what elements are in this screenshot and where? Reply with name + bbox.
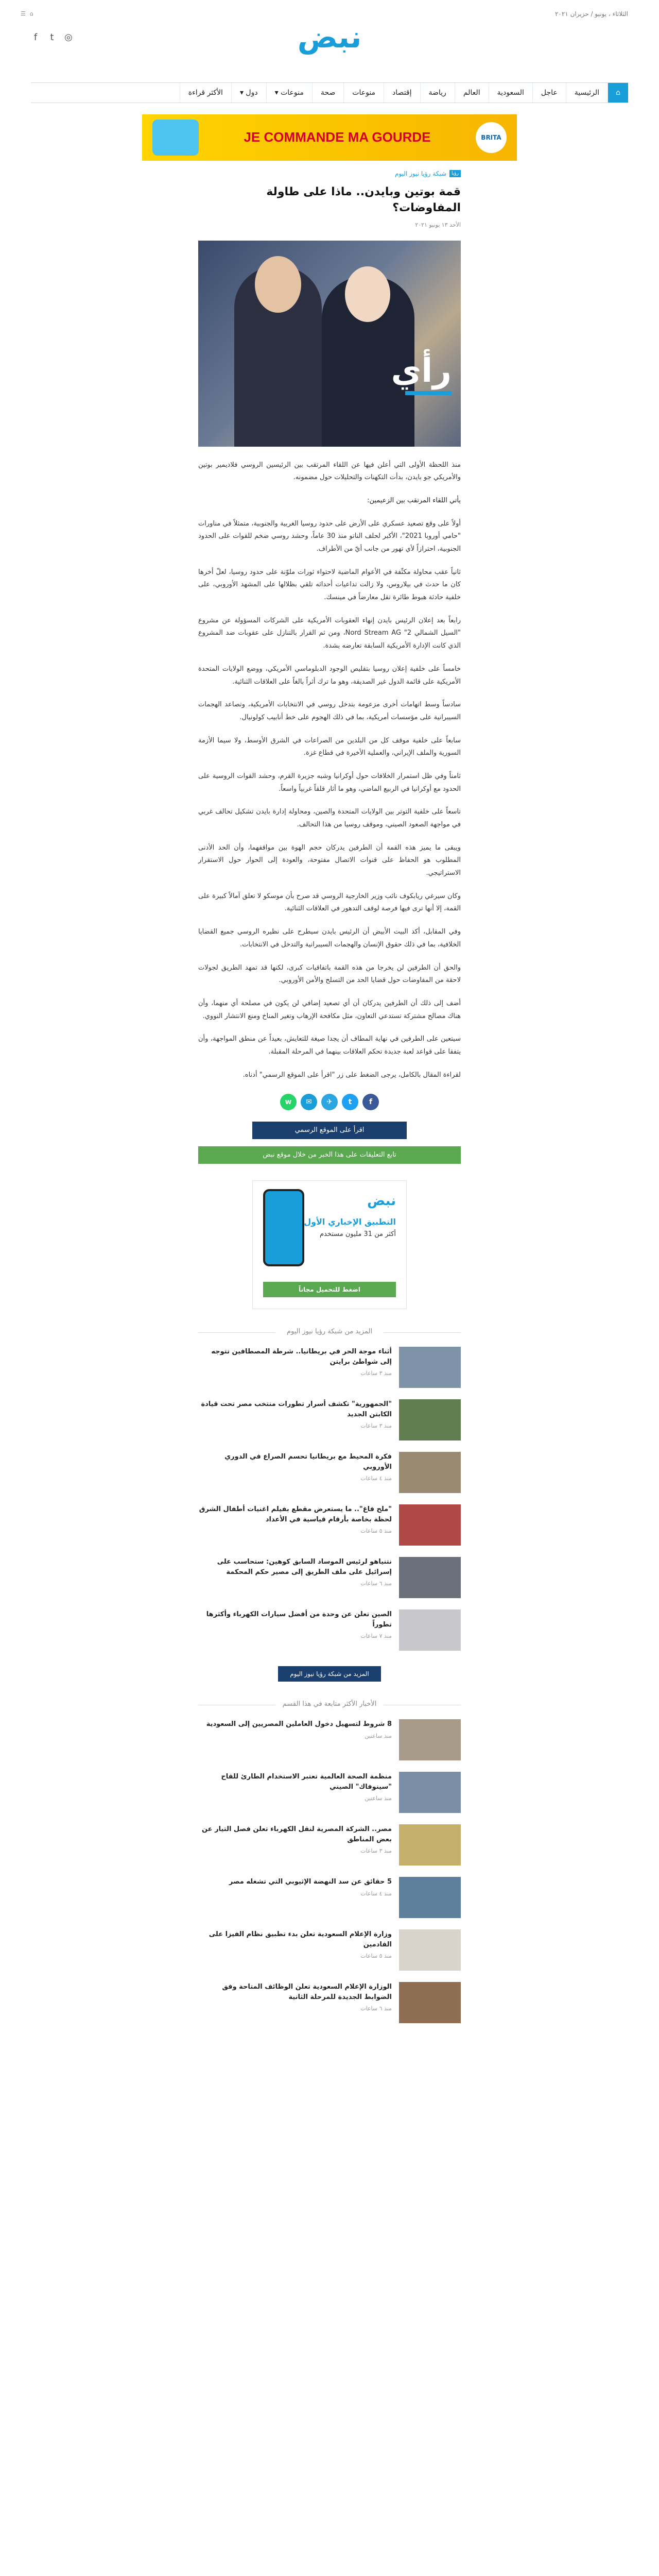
- thumbnail: [399, 1347, 461, 1388]
- list-item-title: فكرة المحيط مع بريطانيا تحسم الصراع في الدوري الأوروبي: [224, 1453, 392, 1471]
- home-icon[interactable]: ⌂: [29, 10, 33, 17]
- twitter-share-icon[interactable]: t: [342, 1094, 358, 1110]
- list-item-date: منذ ٣ ساعات: [360, 1422, 392, 1430]
- nav-item-world[interactable]: العالم: [455, 83, 489, 103]
- person-head: [345, 266, 390, 322]
- list-item[interactable]: [198, 1877, 461, 1918]
- list-item-title: منظمة الصحة العالمية تعتبر الاستخدام الطارئ للقاح "سينوفاك" الصيني: [221, 1773, 392, 1791]
- promo-subline: أكثر من 31 مليون مستخدم: [319, 1230, 396, 1239]
- list-item[interactable]: [198, 1772, 461, 1813]
- source-label: شبكة رؤيا نيوز اليوم: [395, 170, 446, 177]
- paragraph: ثانياً عقب محاولة مكثّفة في الأعوام الماضية لاحتواء ثورات ملوّنة على حدود روسيا، لعلّ أخرها كان ما حدث في بيلاروس، ولا زالت تداعيات أحداثه تلقي بظلالها على المشهد الأوروبي، على خلفية حادثة هبوط طائرة تقل معارضاً في مينسك.: [198, 568, 461, 602]
- main-nav: [31, 82, 628, 103]
- paragraph: سيتعين على الطرفين في نهاية المطاف أن يجدا صيغة للتعايش، بعيداً عن منطق المواجهة، وأن يتفقا على قواعد لعبة جديدة تحكم العلاقات بينهما في المرحلة المقبلة.: [198, 1035, 461, 1056]
- thumbnail: [399, 1877, 461, 1918]
- list-item[interactable]: [198, 1982, 461, 2023]
- list-item-title: الصين تعلن عن وحدة من أفضل سيارات الكهرباء وأكثرها تطوراً: [206, 1611, 392, 1629]
- list-item-date: منذ ٣ ساعات: [360, 1370, 392, 1377]
- list-item-title: وزارة الإعلام السعودية تعلن بدء تطبيق نظام الفيزا على القادمين: [209, 1930, 392, 1948]
- facebook-share-icon[interactable]: f: [362, 1094, 379, 1110]
- list-item-title: الوزارة الإعلام السعودية تعلن الوظائف المتاحة وفق الضوابط الجديدة للمرحلة الثانية: [222, 1983, 392, 2001]
- promo-logo: نبض: [367, 1193, 396, 1209]
- list-item-title: نتنياهو لرئيس الموساد السابق كوهين: ستحاسب على إسرائيل على ملف الطريق إلى مصير حكم المحكمة: [217, 1558, 392, 1576]
- bottle-image: [152, 120, 199, 156]
- thumbnail: [399, 1399, 461, 1440]
- nav-home-icon[interactable]: ⌂: [608, 83, 628, 103]
- related-heading: المزيد من شبكة رؤيا نيوز اليوم: [198, 1328, 461, 1335]
- date-label: الثلاثاء ، يونيو / حزيران ٢٠٢١: [554, 10, 628, 18]
- nav-item-saudi[interactable]: السعودية: [489, 83, 532, 103]
- list-item-date: منذ ٣ ساعات: [360, 1848, 392, 1855]
- paragraph: منذ اللحظة الأولى التي أعلن فيها عن اللقاء المرتقب بين الرئيسين الروسي فلاديمير بوتين والأمريكي جو بايدن، بدأت التكهنات والتحليلات حول مضمونه.: [198, 461, 461, 482]
- telegram-share-icon[interactable]: ✈: [321, 1094, 338, 1110]
- list-item[interactable]: [198, 1452, 461, 1493]
- promo-headline: التطبيق الإخباري الأول: [304, 1217, 396, 1227]
- person-head: [255, 256, 301, 313]
- list-item-date: منذ ٦ ساعات: [360, 2005, 392, 2012]
- opinion-overlay: رأي: [391, 351, 452, 390]
- thumbnail: [399, 1609, 461, 1651]
- list-item-date: منذ ساعتين: [365, 1795, 392, 1802]
- paragraph: وكان سيرغي ريابكوف نائب وزير الخارجية الروسي قد صرح بأن موسكو لا تعلق آمالاً كبيرة على القمة، إلا أنها ترى فيها فرصة لوقف التدهور في العلاقات الثنائية.: [198, 892, 461, 913]
- paragraph: ثامناً وفي ظل استمرار الخلافات حول أوكرانيا وشبه جزيرة القرم، وحشد القوات الروسية على الحدود مع أوكرانيا في الربيع الماضي، وهو ما أثار قلقاً غربياً واسعاً.: [198, 772, 461, 793]
- nav-item-health[interactable]: صحة: [312, 83, 343, 103]
- phone-image: [263, 1189, 304, 1266]
- paragraph: يأتي اللقاء المرتقب بين الزعيمين:: [367, 496, 461, 504]
- paragraph: لقراءة المقال بالكامل، يرجى الضغط على زر "اقرأ على الموقع الرسمي" أدناه.: [242, 1071, 461, 1079]
- thumbnail: [399, 1719, 461, 1760]
- list-item-date: منذ ٦ ساعات: [360, 1580, 392, 1587]
- paragraph: تاسعاً على خلفية التوتر بين الولايات المتحدة والصين، ومحاولة إدارة بايدن تشكيل تحالف غربي في مواجهة الصعود الصيني، وموقف روسيا من هذا التحالف.: [198, 808, 461, 829]
- thumbnail: [399, 1772, 461, 1813]
- thumbnail: [399, 1824, 461, 1866]
- email-share-icon[interactable]: ✉: [301, 1094, 317, 1110]
- app-promo[interactable]: [252, 1180, 407, 1309]
- ad-brand-logo: BRITA: [476, 122, 507, 153]
- list-item-title: 5 حقائق عن سد النهضة الإثيوبي التي تشغله مصر: [229, 1878, 392, 1886]
- list-item-title: "ملح فاغ".. ما يستعرض مقطع بفيلم اغنيات أطفال الشرق لحظة بخاصة بأرقام قياسية في الأعداد: [199, 1505, 392, 1523]
- instagram-icon[interactable]: ◎: [64, 32, 73, 43]
- paragraph: سادساً وسط اتهامات أخرى مزعومة بتدخل روسي في الانتخابات الأمريكية، وتصاعد الهجمات السيبرانية على مؤسسات أمريكية، بما في ذلك الهجوم على خط أنابيب كولونيال.: [198, 701, 461, 721]
- share-buttons: [198, 1094, 461, 1110]
- thumbnail: [399, 1982, 461, 2023]
- list-item-date: منذ ٧ ساعات: [360, 1633, 392, 1640]
- promo-download-button[interactable]: اضغط للتحميل مجاناً: [263, 1282, 396, 1297]
- paragraph: ويبقى ما يميز هذه القمة أن الطرفين يدركان حجم الهوة بين مواقفهما، وأن الحد الأدنى المطلوب هو الحفاظ على قنوات الاتصال مفتوحة، والعودة إلى الحوار حول الاستقرار الاستراتيجي.: [198, 843, 461, 877]
- nav-item-countries[interactable]: دول ▾: [231, 83, 266, 103]
- list-item-title: مصر.. الشركة المصرية لنقل الكهرباء تعلن فصل التيار عن بعض المناطق: [201, 1825, 392, 1843]
- trending-heading: الأخبار الأكثر متابعة في هذا القسم: [198, 1700, 461, 1708]
- list-item-date: منذ ٤ ساعات: [360, 1890, 392, 1897]
- article-body: [198, 459, 461, 1082]
- list-item[interactable]: [198, 1504, 461, 1546]
- trending-list: [198, 1719, 461, 2023]
- top-bar: [0, 0, 659, 82]
- thumbnail: [399, 1929, 461, 1971]
- source-icon: رؤيا: [449, 170, 461, 177]
- paragraph: وفي المقابل، أكد البيت الأبيض أن الرئيس بايدن سيطرح على نظيره الروسي جميع القضايا الخلافية، بما في ذلك حقوق الإنسان والهجمات السيبرانية والتدخل في الانتخابات.: [198, 928, 461, 948]
- article-date: الأحد ١٣ يونيو ٢٠٢١: [415, 221, 461, 228]
- mini-icons: [21, 10, 33, 17]
- list-item-date: منذ ساعتين: [365, 1732, 392, 1739]
- nav-item-more[interactable]: منوعات ▾: [266, 83, 312, 103]
- list-item[interactable]: [198, 1719, 461, 1760]
- read-on-official-site-button[interactable]: اقرأ على الموقع الرسمي: [252, 1122, 407, 1139]
- list-item[interactable]: [198, 1557, 461, 1598]
- facebook-icon[interactable]: f: [33, 32, 38, 43]
- related-list: [198, 1347, 461, 1651]
- nav-item-home[interactable]: الرئيسية: [566, 83, 608, 103]
- paragraph: سابعاً على خلفية موقف كل من البلدين من الصراعات في الشرق الأوسط، ولا سيما الأزمة السورية والملف الإيراني، والعملية الأخيرة في قطاع غزة.: [198, 736, 461, 757]
- list-item[interactable]: [198, 1609, 461, 1651]
- list-item[interactable]: [198, 1347, 461, 1388]
- list-item[interactable]: [198, 1929, 461, 1971]
- article: [198, 170, 461, 2023]
- paragraph: رابعاً بعد إعلان الرئيس بايدن إنهاء العقوبات الأمريكية على الشركات المسؤولة عن مشروع "السيل الشمالي 2" Nord Stream AG، ومن ثم القرار بالتنازل على عقوبات ضد المشروع الذي كانت الإدارة الأمريكية السابقة تعارضه بشدة.: [198, 616, 461, 650]
- ad-text: JE COMMANDE MA GOURDE: [244, 129, 431, 145]
- follow-comments-button[interactable]: تابع التعليقات على هذا الخبر من خلال موقع نبض: [198, 1146, 461, 1164]
- list-item-title: "الجمهورية" تكشف أسرار تطورات منتخب مصر تحت قيادة الكابتن الجديد: [201, 1400, 392, 1418]
- hero-image: [198, 241, 461, 447]
- twitter-icon[interactable]: t: [50, 32, 54, 43]
- paragraph: أولاً على وقع تصعيد عسكري على الأرض على حدود روسيا الغربية والجنوبية، متمثلاً في مناورات "حامي أوروبا 2021"، الأكبر لحلف الناتو منذ 30 عاماً، وحشد روسي ضخم للقوات على الحدود الجنوبية، احترازاً لأي تهور من جانب أيّ من الأطراف.: [198, 519, 461, 553]
- whatsapp-share-icon[interactable]: w: [280, 1094, 297, 1110]
- paragraph: والحق أن الطرفين لن يخرجا من هذه القمة باتفاقيات كبرى، لكنها قد تمهد الطريق لجولات لاحقة من المفاوضات حول قضايا الحد من التسلح والأمن الأوروبي.: [198, 963, 461, 985]
- nav-item-most-read[interactable]: الأكثر قراءة: [180, 83, 231, 103]
- overlay-bar: [405, 391, 452, 395]
- banner-ad[interactable]: [142, 114, 517, 161]
- thumbnail: [399, 1452, 461, 1493]
- list-item-date: منذ ٥ ساعات: [360, 1953, 392, 1960]
- list-item[interactable]: [198, 1399, 461, 1440]
- list-item-title: 8 شروط لتسهيل دخول العاملين المصريين إلى السعودية: [206, 1720, 392, 1728]
- site-logo[interactable]: نبض: [297, 20, 362, 55]
- social-links: [31, 32, 73, 43]
- thumbnail: [399, 1504, 461, 1546]
- nav-item-economy[interactable]: إقتصاد: [384, 83, 420, 103]
- article-source[interactable]: [198, 170, 461, 177]
- thumbnail: [399, 1557, 461, 1598]
- article-title: قمة بوتين وبايدن.. ماذا على طاولة المفاوضات؟: [266, 185, 461, 214]
- list-item-date: منذ ٥ ساعات: [360, 1528, 392, 1535]
- paragraph: أضف إلى ذلك أن الطرفين يدركان أن أي تصعيد إضافي لن يكون في مصلحة أي منهما، وأن هناك مصالح مشتركة تستدعي التعاون، مثل مكافحة الإرهاب وتغير المناخ ومنع الانتشار النووي.: [198, 999, 461, 1020]
- more-from-source-button[interactable]: المزيد من شبكة رؤيا نيوز اليوم: [278, 1666, 381, 1682]
- nav-item-misc[interactable]: منوعات: [343, 83, 384, 103]
- list-item[interactable]: [198, 1824, 461, 1866]
- menu-icon[interactable]: ☰: [21, 10, 26, 17]
- list-item-title: أثناء موجة الحر في بريطانيا.. شرطة المصطافين تتوجه إلى شواطئ برايتن: [211, 1348, 392, 1366]
- nav-item-sports[interactable]: رياضة: [420, 83, 455, 103]
- paragraph: خامساً على خلفية إعلان روسيا بتقليص الوجود الدبلوماسي الأمريكي، ووضع الولايات المتحدة الأمريكية على قائمة الدول غير الصديقة، وهو ما ترك أثراً بالغاً على العلاقات الثنائية.: [198, 665, 461, 686]
- list-item-date: منذ ٤ ساعات: [360, 1475, 392, 1482]
- nav-item-urgent[interactable]: عاجل: [532, 83, 566, 103]
